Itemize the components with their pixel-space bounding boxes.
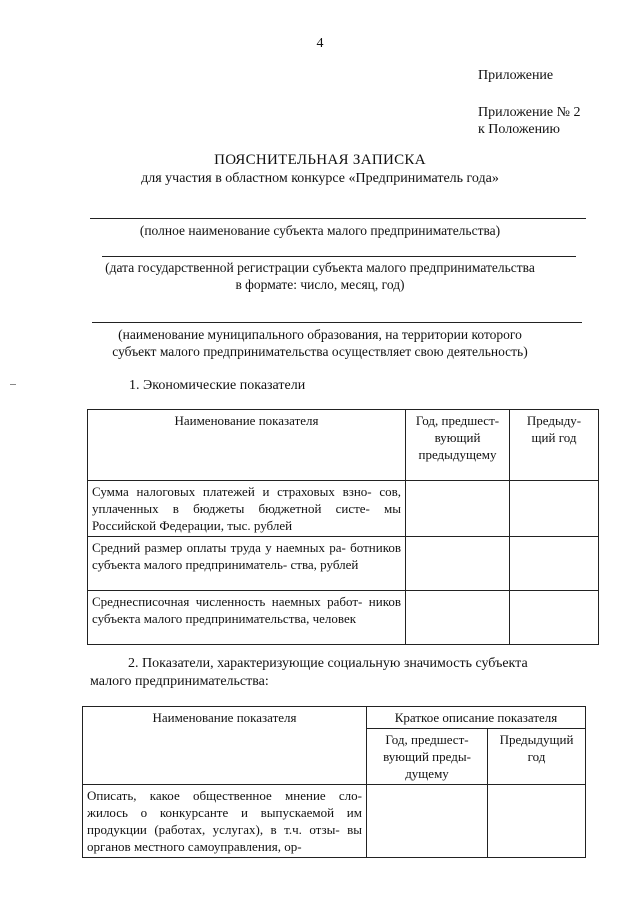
col-header-indicator: Наименование показателя bbox=[83, 707, 367, 785]
table-header-row bbox=[83, 707, 586, 729]
municipality-line[interactable] bbox=[92, 322, 582, 323]
col-header-previous-year: Предыду- щий год bbox=[510, 410, 599, 481]
entity-name-line[interactable] bbox=[90, 218, 586, 219]
registration-date-caption-line: (дата государственной регистрации субъекта малого предпринимательства bbox=[105, 260, 535, 275]
section-1-heading: 1. Экономические показатели bbox=[129, 378, 306, 393]
document-subtitle: для участия в областном конкурсе «Предприниматель года» bbox=[141, 171, 499, 186]
table-header-row bbox=[88, 410, 599, 481]
value-cell[interactable] bbox=[510, 537, 599, 591]
table-row bbox=[88, 481, 599, 537]
col-header-year-before-previous: Год, предшест- вующий предыдущему bbox=[406, 410, 510, 481]
col-header-indicator: Наименование показателя bbox=[88, 410, 406, 481]
appendix-2-block bbox=[478, 104, 581, 138]
section-2-heading-line: 2. Показатели, характеризующие социальную значимость субъекта bbox=[128, 656, 528, 671]
col-header-year-before-previous: Год, предшест- вующий преды- дущему bbox=[367, 729, 488, 785]
appendix-label: Приложение bbox=[478, 68, 554, 83]
value-cell[interactable] bbox=[406, 537, 510, 591]
appendix-2-reference: к Положению bbox=[478, 122, 561, 137]
registration-date-line[interactable] bbox=[102, 256, 576, 257]
row-label-tax-payments: Сумма налоговых платежей и страховых взно- сов, уплаченных в бюджеты бюджетной систе- мы Российской Федерации, тыс. рублей bbox=[88, 481, 406, 537]
table-row bbox=[88, 591, 599, 645]
col-header-description-group: Краткое описание показателя bbox=[367, 707, 586, 729]
value-cell[interactable] bbox=[510, 591, 599, 645]
table-row bbox=[83, 785, 586, 858]
entity-name-caption: (полное наименование субъекта малого предпринимательства) bbox=[139, 223, 501, 238]
value-cell[interactable] bbox=[510, 481, 599, 537]
col-header-previous-year: Предыдущий год bbox=[488, 729, 586, 785]
row-label-average-salary: Средний размер оплаты труда у наемных ра- ботников субъекта малого предприниматель- ства, рублей bbox=[88, 537, 406, 591]
section-2-heading-line: малого предпринимательства: bbox=[90, 674, 269, 689]
social-significance-table bbox=[82, 706, 586, 858]
value-cell[interactable] bbox=[406, 481, 510, 537]
registration-date-caption-line: в формате: число, месяц, год) bbox=[235, 277, 405, 292]
municipality-caption-line: (наименование муниципального образования, на территории которого bbox=[118, 327, 522, 342]
row-label-employee-count: Среднесписочная численность наемных работ- ников субъекта малого предпринимательства, человек bbox=[88, 591, 406, 645]
row-label-public-opinion: Описать, какое общественное мнение сло- жилось о конкурсанте и выпускаемой им продукции (работах, услугах), в т.ч. отзы- вы органов местного самоуправления, ор- bbox=[83, 785, 367, 858]
page-number: 4 bbox=[316, 36, 324, 51]
municipality-caption bbox=[0, 326, 640, 360]
value-cell[interactable] bbox=[367, 785, 488, 858]
registration-date-caption bbox=[0, 259, 640, 293]
document-title: ПОЯСНИТЕЛЬНАЯ ЗАПИСКА bbox=[214, 152, 426, 168]
value-cell[interactable] bbox=[406, 591, 510, 645]
table-row bbox=[88, 537, 599, 591]
economic-indicators-table bbox=[87, 409, 599, 645]
appendix-2-number: Приложение № 2 bbox=[478, 105, 581, 120]
section-2-heading bbox=[90, 655, 590, 691]
value-cell[interactable] bbox=[488, 785, 586, 858]
margin-mark bbox=[10, 384, 16, 385]
municipality-caption-line: субъект малого предпринимательства осуществляет свою деятельность) bbox=[112, 344, 528, 359]
